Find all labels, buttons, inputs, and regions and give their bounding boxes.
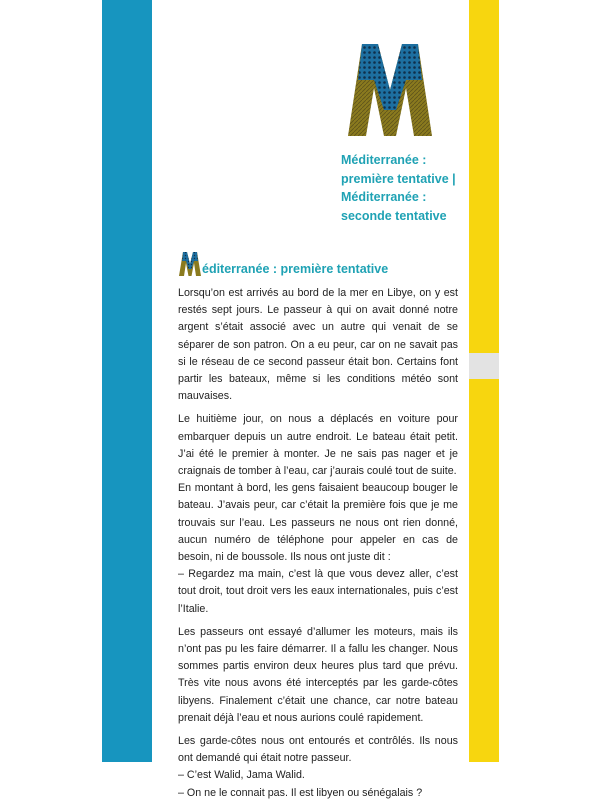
chapter-list <box>341 151 467 225</box>
chapter-line: seconde tentative <box>341 208 447 223</box>
section-heading <box>178 251 458 279</box>
paragraph: Lorsqu’on est arrivés au bord de la mer en Libye, on y est restés sept jours. Le passeur à qui on avait donné notre argent s’était associé avec un autre qui venait de se séparer de son patron. On a eu peur, car on ne savait pas si le réseau de ce second passeur était bon. Certains font partir les bateaux, même si les conditions météo sont mauvaises. <box>178 287 458 403</box>
paragraph: En montant à bord, les gens faisaient beaucoup bouger le bateau. J’avais peur, car c’était la première fois que je me trouvais sur l’eau. Les passeurs ne nous ont rien donné, aucun numéro de téléphone pour appeler en cas de besoin, ni de boussole. Ils nous ont juste dit : <box>178 482 458 564</box>
chapter-line: Méditerranée : <box>341 153 427 167</box>
left-blue-band <box>102 0 152 762</box>
paragraph: Les passeurs ont essayé d’allumer les moteurs, mais ils n’ont pas pu les faire démarrer. Il a fallu les changer. Nous sommes partis environ deux heures plus tard que prévu. Très vite nous avons été interceptés par les garde-côtes libyens. Finalement c’était une chance, car notre bateau prenait déjà l’eau et nous aurions coulé rapidement. <box>178 625 458 724</box>
paragraph: Les garde-côtes nous ont entourés et contrôlés. Ils nous ont demandé qui était notre passeur. <box>178 735 458 765</box>
decorative-letter-m-icon <box>178 251 202 277</box>
body-text <box>178 285 458 802</box>
chapter-line: première tentative | <box>341 171 456 186</box>
decorative-letter-m-icon <box>342 40 438 140</box>
page-tab-marker <box>469 353 499 379</box>
section-heading-text: éditerranée : première tentative <box>202 262 389 276</box>
paragraph: Le huitième jour, on nous a déplacés en voiture pour embarquer depuis un autre endroit. Le bateau était petit. J’ai été le premier à monter. Je ne sais pas nager et je craignais de tomber à l’eau, car j’aurais coulé tout de suite. <box>178 413 458 478</box>
dialogue-line: – On ne le connait pas. Il est libyen ou sénégalais ? <box>178 786 423 799</box>
dialogue-line: – Regardez ma main, c’est là que vous devez aller, c’est tout droit, tout droit vers les eaux internationales, puis c’est l’Italie. <box>178 568 458 615</box>
chapter-line: Méditerranée : <box>341 190 427 204</box>
right-yellow-band <box>469 0 499 762</box>
dialogue-line: – C’est Walid, Jama Walid. <box>178 769 305 782</box>
